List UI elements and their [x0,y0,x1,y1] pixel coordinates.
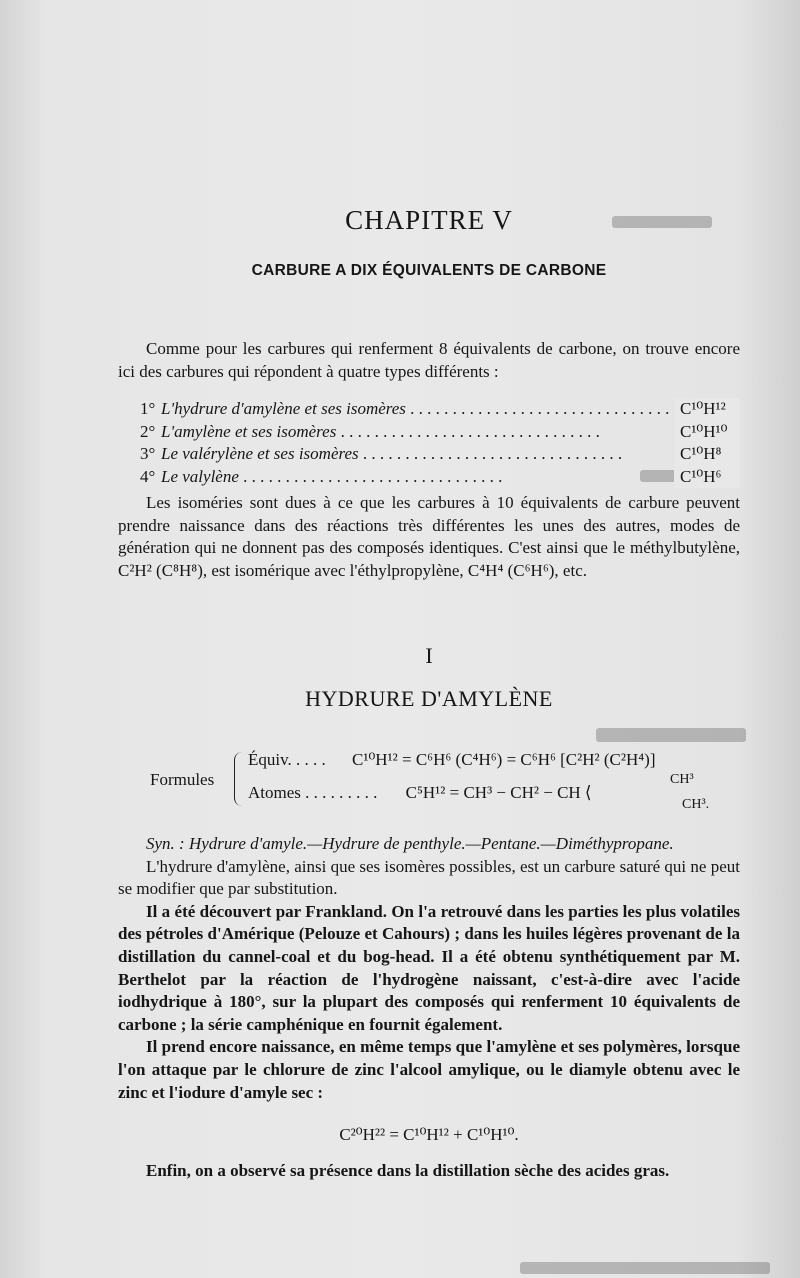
closing-block [118,1160,740,1183]
body-text [118,833,740,1104]
atomes-formula: C⁵H¹² = CH³ − CH² − CH ⟨ [405,783,592,802]
list-formula: C¹⁰H¹⁰ [674,421,740,444]
paragraph: Il a été découvert par Frankland. On l'a retrouvé dans les parties les plus volatiles des pétroles d'Amérique (Pelouze et Cahours) ; dans les huiles légères provenant de la distillation du cannel-coal et du bog-head. Il a été obtenu synthétiquement par M. Berthelot par la réaction de l'hydrogène naissant, c'est-à-dire avec l'acide iodhydrique à 180°, sur la plupart des composés qui renferment 10 équivalents de carbone ; la série camphénique en fournit également. [118,901,740,1034]
list-number: 1° [140,399,156,418]
ink-smudge [520,1262,770,1274]
list-name: Le valérylène et ses isomères . . . [161,443,674,466]
paragraph: Il prend encore naissance, en même temps que l'amylène et ses polymères, lorsque l'on attaque par le chlorure de zinc l'alcool amylique, ou le diamyle obtenu avec le zinc et l'iodure d'amyle sec : [118,1037,740,1102]
intro-paragraph: Comme pour les carbures qui renferment 8 équivalents de carbone, on trouve encore ici des carbures qui répondent à quatre types différents : [118,339,740,381]
methyl-bottom: CH³. [682,797,710,812]
list-formula: C¹⁰H⁶ [674,466,740,489]
list-name: Le valylène . . . [161,466,674,489]
chapter-heading: CHAPITRE V [345,205,513,235]
closing-paragraph: Enfin, on a observé sa présence dans la distillation sèche des acides gras. [146,1161,670,1180]
isomeries-paragraph: Les isoméries sont dues à ce que les carbures à 10 équivalents de carbure peuvent prendre naissance dans des réactions très différentes les unes des autres, modes de génération qui ne donnent pas des composés identiques. C'est ainsi que le méthylbutylène, C²H² (C⁸H⁸), est isomérique avec l'éthylpropylène, C⁴H⁴ (C⁶H⁶), etc. [118,493,740,580]
isomeries-block [118,492,740,582]
list-formula: C¹⁰H¹² [674,398,740,421]
intro-block [118,338,740,383]
list-item [140,443,740,466]
equiv-row [248,750,655,770]
atomes-label: Atomes . . . . . . . . . [248,783,378,802]
list-name: L'hydrure d'amylène et ses isomères . . . [161,398,674,421]
brace-icon [234,752,243,806]
section-title: HYDRURE D'AMYLÈNE [305,686,553,711]
equation: C²⁰H²² = C¹⁰H¹² + C¹⁰H¹⁰. [339,1125,519,1144]
equiv-label: Équiv. . . . . [248,750,326,769]
synonyms-line: Syn. : Hydrure d'amyle.—Hydrure de penthyle.—Pentane.—Diméthypropane. [146,834,674,853]
equiv-formula: C¹⁰H¹² = C⁶H⁶ (C⁴H⁶) = C⁶H⁶ [C²H² (C²H⁴)] [352,750,656,769]
paragraph: L'hydrure d'amylène, ainsi que ses isomères possibles, est un carbure saturé qui ne peut se modifier que par substitution. [118,856,740,899]
list-item [140,466,740,489]
formulas-block [150,750,740,816]
list-name: L'amylène et ses isomères . . . [161,421,674,444]
list-item [140,421,740,444]
atomes-row [248,783,592,803]
formulas-label: Formules [150,770,215,789]
ink-smudge [596,728,746,742]
section-number: I [425,643,433,668]
methyl-top: CH³ [670,772,694,787]
list-number: 4° [140,466,156,486]
list-item [140,398,740,421]
list-formula: C¹⁰H⁸ [674,443,740,466]
list-number: 3° [140,444,156,464]
type-list [140,398,740,488]
chapter-subtitle: CARBURE A DIX ÉQUIVALENTS DE CARBONE [251,262,607,279]
list-number: 2° [140,421,156,441]
